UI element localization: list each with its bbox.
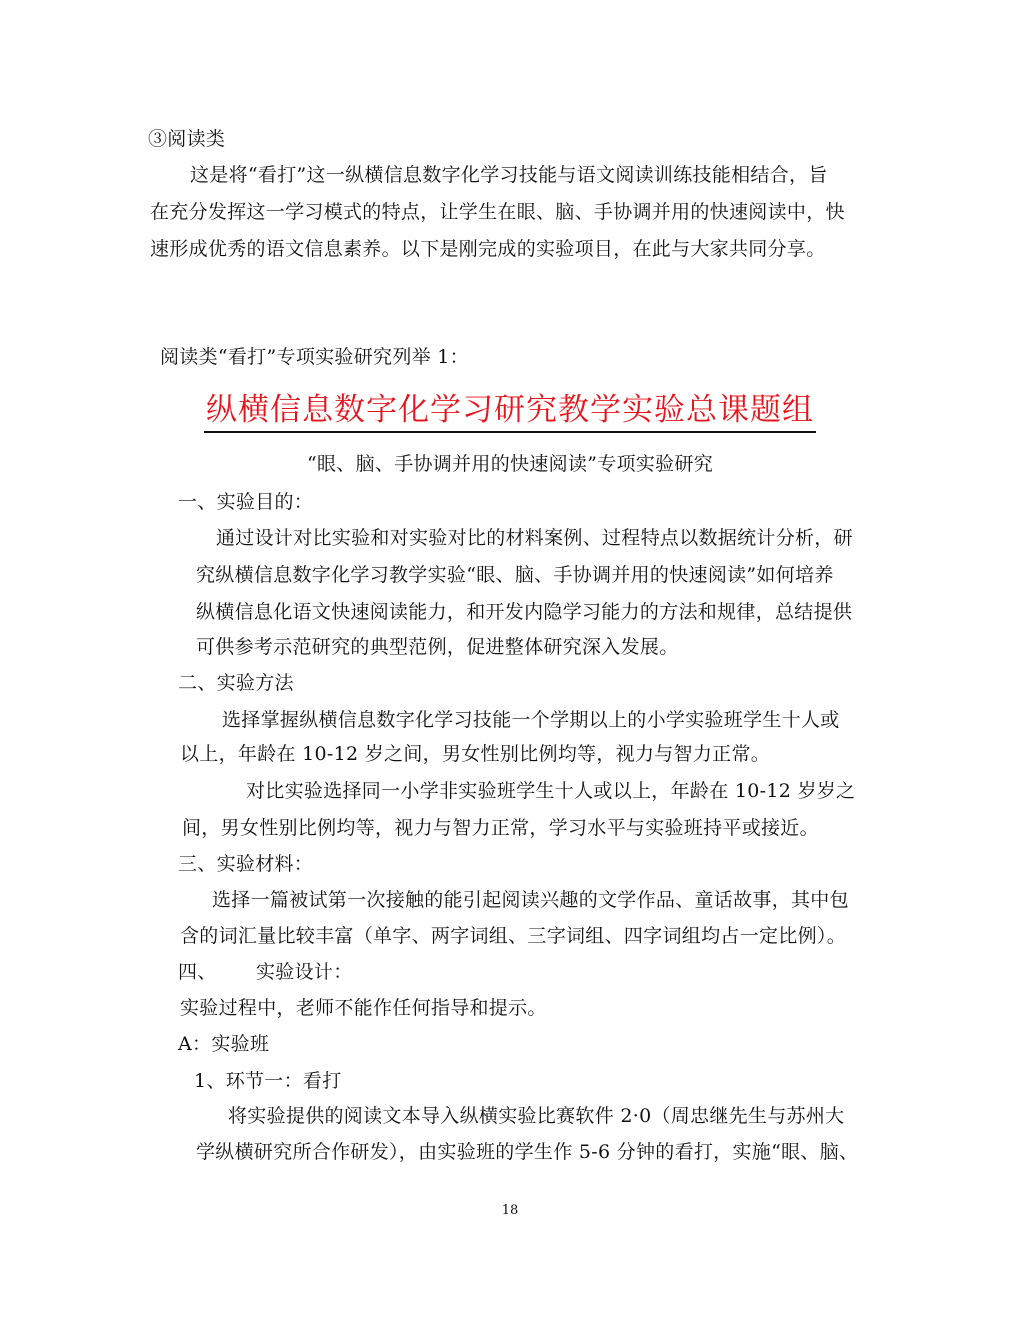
group-title bbox=[0, 390, 1020, 433]
paragraph-line: 对比实验选择同一小学非实验班学生十人或以上，年龄在 10-12 岁岁之 bbox=[246, 780, 856, 802]
paragraph-line: 含的词汇量比较丰富（单字、两字词组、三字词组、四字词组均占一定比例）。 bbox=[180, 925, 847, 947]
section-heading-design: 实验设计： bbox=[256, 961, 353, 983]
section-heading-purpose: 一、实验目的： bbox=[178, 491, 314, 513]
study-title: “眼、脑、手协调并用的快速阅读”专项实验研究 bbox=[306, 453, 714, 475]
paragraph-line: 通过设计对比实验和对实验对比的材料案例、过程特点以数据统计分析，研 bbox=[216, 527, 853, 549]
section-heading-method: 二、实验方法 bbox=[178, 672, 294, 694]
paragraph-line: 这是将“看打”这一纵横信息数字化学习技能与语文阅读训练技能相结合，旨 bbox=[190, 164, 828, 186]
paragraph-line: 间，男女性别比例均等，视力与智力正常，学习水平与实验班持平或接近。 bbox=[182, 817, 819, 839]
paragraph-line: 可供参考示范研究的典型范例，促进整体研究深入发展。 bbox=[196, 636, 679, 658]
paragraph-line: 纵横信息化语文快速阅读能力，和开发内隐学习能力的方法和规律，总结提供 bbox=[196, 601, 853, 623]
paragraph-line: 将实验提供的阅读文本导入纵横实验比赛软件 2·0（周忠继先生与苏州大 bbox=[228, 1105, 845, 1127]
paragraph-line: 选择一篇被试第一次接触的能引起阅读兴趣的文学作品、童话故事，其中包 bbox=[212, 889, 849, 911]
page-number: 18 bbox=[501, 1203, 519, 1218]
step-one-heading: 1、环节一：看打 bbox=[194, 1070, 342, 1092]
paragraph-line: 以上，年龄在 10-12 岁之间，男女性别比例均等，视力与智力正常。 bbox=[180, 743, 771, 765]
paragraph-line: 选择掌握纵横信息数字化学习技能一个学期以上的小学实验班学生十人或 bbox=[222, 709, 840, 731]
section-heading-design-number: 四、 bbox=[178, 961, 217, 983]
section-heading-material: 三、实验材料： bbox=[178, 853, 314, 875]
class-a-label: A：实验班 bbox=[178, 1033, 270, 1055]
paragraph-line: 在充分发挥这一学习模式的特点，让学生在眼、脑、手协调并用的快速阅读中，快 bbox=[150, 201, 845, 223]
paragraph-line: 究纵横信息数字化学习教学实验“眼、脑、手协调并用的快速阅读”如何培养 bbox=[196, 564, 834, 586]
design-note: 实验过程中，老师不能作任何指导和提示。 bbox=[180, 997, 547, 1019]
paragraph-line: 学纵横研究所合作研发），由实验班的学生作 5-6 分钟的看打，实施“眼、脑、 bbox=[196, 1141, 859, 1163]
example-intro: 阅读类“看打”专项实验研究列举 1： bbox=[160, 346, 469, 368]
paragraph-line: 速形成优秀的语文信息素养。以下是刚完成的实验项目，在此与大家共同分享。 bbox=[150, 238, 826, 260]
group-title-text: 纵横信息数字化学习研究教学实验总课题组 bbox=[204, 390, 816, 433]
section-label-reading: ③阅读类 bbox=[148, 128, 226, 150]
